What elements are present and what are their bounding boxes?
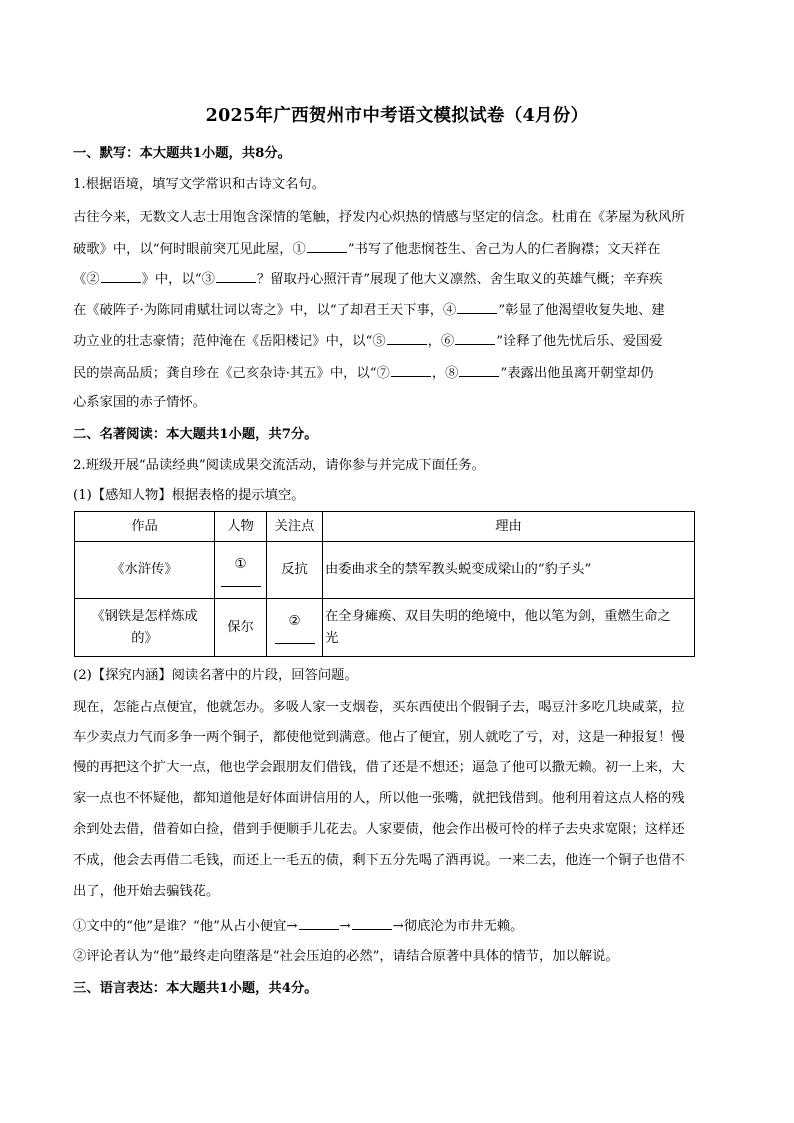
table-cell-focus: ② — [267, 599, 323, 657]
passage-line: 出了，他开始去骗钱花。 — [73, 884, 220, 899]
answer-blank-path-2[interactable] — [352, 915, 392, 930]
sub-question-2: (2)【探究内涵】阅读名著中的片段，回答问题。 — [73, 668, 358, 683]
sub-question-1: (1)【感知人物】根据表格的提示填空。 — [73, 488, 305, 503]
table-cell-reason: 在全身瘫痪、双目失明的绝境中，他以笔为剑，重燃生命之 光 — [323, 599, 695, 657]
answer-blank-7[interactable] — [391, 362, 431, 377]
table-row — [75, 542, 695, 599]
answer-blank-5[interactable] — [387, 330, 427, 345]
answer-blank-8[interactable] — [459, 362, 499, 377]
table-cell-person: ① — [215, 542, 267, 599]
question-2-stem: 2.班级开展“品读经典”阅读成果交流活动，请你参与并完成下面任务。 — [73, 458, 485, 473]
passage-line: 慢的再把这个扩大一点，他也学会跟朋友们借钱，借了还是不想还；逼急了他可以撒无赖。初一上来，大 — [73, 760, 685, 775]
table-answer-blank-2[interactable] — [275, 635, 315, 644]
passage-line: 家一点也不怀疑他，都知道他是好体面讲信用的人，所以他一张嘴，就把钱借到。他利用着这点人格的残 — [73, 791, 685, 806]
section-2-heading: 二、名著阅读：本大题共1小题，共7分。 — [73, 427, 318, 442]
character-table — [74, 511, 695, 657]
q1-paragraph-line: 心系家国的赤子情怀。 — [73, 395, 206, 410]
table-header: 理由 — [323, 512, 695, 542]
table-header-row — [75, 512, 695, 542]
answer-blank-4[interactable] — [457, 299, 497, 314]
passage-question-2: ②评论者认为“他”最终走向堕落是“社会压迫的必然”，请结合原著中具体的情节，加以解说。 — [73, 949, 619, 964]
q1-paragraph-line: 《② 》中，以“③ ？留取丹心照汗青”展现了他大义凛然、舍生取义的英雄气概；辛弃疾 — [73, 268, 723, 290]
passage-line: 余到处去借，借着如白捡，借到手便顺手儿花去。人家要债，他会作出极可怜的样子去央求宽限；这样还 — [73, 822, 685, 837]
q1-paragraph-line: 在《破阵子·为陈同甫赋壮词以寄之》中，以“了却君王天下事，④ ”彰显了他渴望收复失地、建 — [73, 299, 723, 321]
table-cell-focus: 反抗 — [267, 542, 323, 599]
answer-blank-1[interactable] — [307, 238, 347, 253]
table-header: 关注点 — [267, 512, 323, 542]
answer-blank-3[interactable] — [216, 268, 256, 283]
section-1-heading: 一、默写：本大题共1小题，共8分。 — [73, 146, 291, 161]
answer-blank-2[interactable] — [101, 268, 141, 283]
answer-blank-path-1[interactable] — [299, 915, 339, 930]
table-cell-person: 保尔 — [215, 599, 267, 657]
table-cell-reason: 由委曲求全的禁军教头蜕变成梁山的“豹子头” — [323, 542, 695, 599]
q1-paragraph-line: 功立业的壮志豪情；范仲淹在《岳阳楼记》中，以“⑤ ，⑥ ”诠释了他先忧后乐、爱国爱 — [73, 330, 723, 352]
q1-paragraph-line: 破歌》中，以“何时眼前突兀见此屋，① ”书写了他悲悯苍生、舍己为人的仁者胸襟；文天祥在 — [73, 238, 723, 260]
table-row — [75, 599, 695, 657]
passage-line: 不成，他会去再借二毛钱，而还上一毛五的债，剩下五分先喝了酒再说。一来二去，他连一个铜子也借不 — [73, 853, 685, 868]
table-answer-blank-1[interactable] — [221, 578, 261, 587]
page-title: 2025年广西贺州市中考语文模拟试卷（4月份） — [205, 106, 589, 126]
table-header: 人物 — [215, 512, 267, 542]
q1-paragraph-line: 古往今来，无数文人志士用饱含深情的笔触，抒发内心炽热的情感与坚定的信念。杜甫在《茅屋为秋风所 — [73, 210, 685, 225]
answer-blank-6[interactable] — [455, 330, 495, 345]
table-cell-work: 《钢铁是怎样炼成 的》 — [75, 599, 215, 657]
passage-question-1: ①文中的“他”是谁？“他”从占小便宜→ → →彻底沦为市井无赖。 — [73, 915, 723, 937]
section-3-heading: 三、语言表达：本大题共1小题，共4分。 — [73, 981, 318, 996]
passage-line: 车少卖点力气而多争一两个铜子，都使他觉到满意。他占了便宜，别人就吃了亏，对，这是一种报复！慢 — [73, 730, 685, 745]
passage-line: 现在，怎能占点便宜，他就怎办。多吸人家一支烟卷，买东西使出个假铜子去，喝豆汁多吃几块咸菜，拉 — [73, 700, 685, 715]
table-cell-work: 《水浒传》 — [75, 542, 215, 599]
q1-paragraph-line: 民的崇高品质；龚自珍在《己亥杂诗·其五》中，以“⑦ ，⑧ ”表露出他虽离开朝堂却仍 — [73, 362, 723, 384]
question-1-stem: 1.根据语境，填写文学常识和古诗文名句。 — [73, 177, 326, 192]
table-header: 作品 — [75, 512, 215, 542]
